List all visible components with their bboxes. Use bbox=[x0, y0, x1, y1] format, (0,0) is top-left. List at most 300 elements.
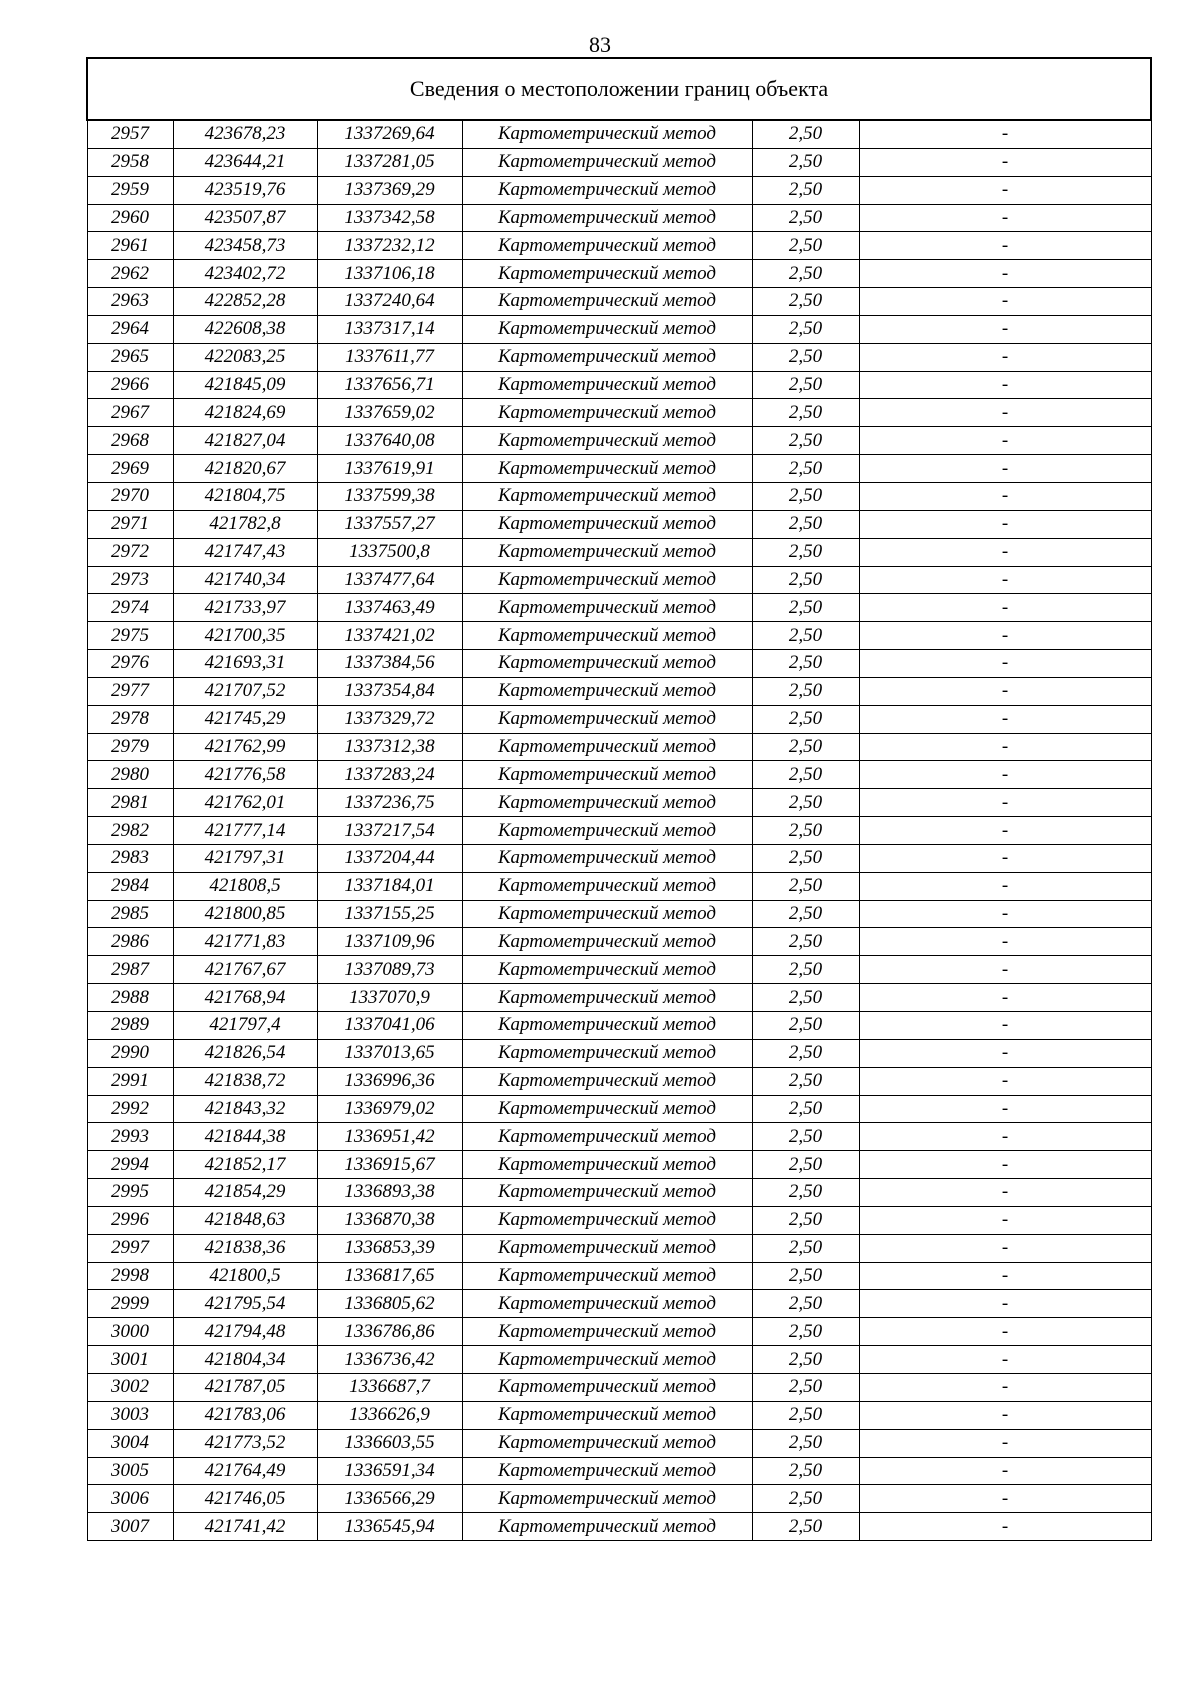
accuracy-cell: 2,50 bbox=[752, 1012, 859, 1040]
accuracy-cell: 2,50 bbox=[752, 1234, 859, 1262]
table-row bbox=[87, 371, 1151, 399]
table-row bbox=[87, 288, 1151, 316]
method-cell: Картометрический метод bbox=[462, 1262, 752, 1290]
y-coordinate-cell: 1337312,38 bbox=[317, 733, 462, 761]
point-number-cell: 2996 bbox=[87, 1206, 173, 1234]
point-number-cell: 2974 bbox=[87, 594, 173, 622]
accuracy-cell: 2,50 bbox=[752, 510, 859, 538]
point-number-cell: 2975 bbox=[87, 622, 173, 650]
description-cell: - bbox=[859, 844, 1151, 872]
table-row bbox=[87, 343, 1151, 371]
table-row bbox=[87, 705, 1151, 733]
table-row bbox=[87, 1290, 1151, 1318]
accuracy-cell: 2,50 bbox=[752, 900, 859, 928]
accuracy-cell: 2,50 bbox=[752, 1429, 859, 1457]
table-row bbox=[87, 1012, 1151, 1040]
accuracy-cell: 2,50 bbox=[752, 288, 859, 316]
point-number-cell: 2994 bbox=[87, 1151, 173, 1179]
method-cell: Картометрический метод bbox=[462, 900, 752, 928]
description-cell: - bbox=[859, 1513, 1151, 1541]
description-cell: - bbox=[859, 817, 1151, 845]
method-cell: Картометрический метод bbox=[462, 371, 752, 399]
accuracy-cell: 2,50 bbox=[752, 566, 859, 594]
description-cell: - bbox=[859, 1123, 1151, 1151]
table-row bbox=[87, 1318, 1151, 1346]
accuracy-cell: 2,50 bbox=[752, 844, 859, 872]
table-row bbox=[87, 1123, 1151, 1151]
x-coordinate-cell: 421800,85 bbox=[173, 900, 317, 928]
accuracy-cell: 2,50 bbox=[752, 538, 859, 566]
x-coordinate-cell: 421854,29 bbox=[173, 1179, 317, 1207]
x-coordinate-cell: 421700,35 bbox=[173, 622, 317, 650]
point-number-cell: 2984 bbox=[87, 872, 173, 900]
accuracy-cell: 2,50 bbox=[752, 1457, 859, 1485]
table-row bbox=[87, 315, 1151, 343]
point-number-cell: 2989 bbox=[87, 1012, 173, 1040]
table-row bbox=[87, 176, 1151, 204]
y-coordinate-cell: 1336591,34 bbox=[317, 1457, 462, 1485]
point-number-cell: 2960 bbox=[87, 204, 173, 232]
y-coordinate-cell: 1336736,42 bbox=[317, 1346, 462, 1374]
accuracy-cell: 2,50 bbox=[752, 1179, 859, 1207]
x-coordinate-cell: 422608,38 bbox=[173, 315, 317, 343]
point-number-cell: 2992 bbox=[87, 1095, 173, 1123]
description-cell: - bbox=[859, 622, 1151, 650]
accuracy-cell: 2,50 bbox=[752, 1206, 859, 1234]
x-coordinate-cell: 421845,09 bbox=[173, 371, 317, 399]
method-cell: Картометрический метод bbox=[462, 120, 752, 148]
table-row bbox=[87, 984, 1151, 1012]
description-cell: - bbox=[859, 510, 1151, 538]
y-coordinate-cell: 1337155,25 bbox=[317, 900, 462, 928]
x-coordinate-cell: 421762,99 bbox=[173, 733, 317, 761]
description-cell: - bbox=[859, 371, 1151, 399]
y-coordinate-cell: 1337184,01 bbox=[317, 872, 462, 900]
method-cell: Картометрический метод bbox=[462, 705, 752, 733]
point-number-cell: 2965 bbox=[87, 343, 173, 371]
point-number-cell: 2999 bbox=[87, 1290, 173, 1318]
point-number-cell: 2977 bbox=[87, 677, 173, 705]
x-coordinate-cell: 423402,72 bbox=[173, 260, 317, 288]
x-coordinate-cell: 421804,75 bbox=[173, 482, 317, 510]
method-cell: Картометрический метод bbox=[462, 260, 752, 288]
method-cell: Картометрический метод bbox=[462, 1373, 752, 1401]
x-coordinate-cell: 421797,4 bbox=[173, 1012, 317, 1040]
table-row bbox=[87, 1039, 1151, 1067]
y-coordinate-cell: 1337217,54 bbox=[317, 817, 462, 845]
accuracy-cell: 2,50 bbox=[752, 148, 859, 176]
description-cell: - bbox=[859, 1373, 1151, 1401]
accuracy-cell: 2,50 bbox=[752, 622, 859, 650]
accuracy-cell: 2,50 bbox=[752, 399, 859, 427]
y-coordinate-cell: 1337421,02 bbox=[317, 622, 462, 650]
x-coordinate-cell: 421782,8 bbox=[173, 510, 317, 538]
point-number-cell: 2983 bbox=[87, 844, 173, 872]
x-coordinate-cell: 421773,52 bbox=[173, 1429, 317, 1457]
accuracy-cell: 2,50 bbox=[752, 956, 859, 984]
y-coordinate-cell: 1337557,27 bbox=[317, 510, 462, 538]
accuracy-cell: 2,50 bbox=[752, 371, 859, 399]
y-coordinate-cell: 1337640,08 bbox=[317, 427, 462, 455]
y-coordinate-cell: 1337070,9 bbox=[317, 984, 462, 1012]
point-number-cell: 2993 bbox=[87, 1123, 173, 1151]
y-coordinate-cell: 1337611,77 bbox=[317, 343, 462, 371]
method-cell: Картометрический метод bbox=[462, 1401, 752, 1429]
point-number-cell: 2997 bbox=[87, 1234, 173, 1262]
method-cell: Картометрический метод bbox=[462, 482, 752, 510]
accuracy-cell: 2,50 bbox=[752, 343, 859, 371]
x-coordinate-cell: 421741,42 bbox=[173, 1513, 317, 1541]
description-cell: - bbox=[859, 1151, 1151, 1179]
y-coordinate-cell: 1336786,86 bbox=[317, 1318, 462, 1346]
y-coordinate-cell: 1337041,06 bbox=[317, 1012, 462, 1040]
table-row bbox=[87, 427, 1151, 455]
point-number-cell: 2988 bbox=[87, 984, 173, 1012]
point-number-cell: 2976 bbox=[87, 650, 173, 678]
y-coordinate-cell: 1336996,36 bbox=[317, 1067, 462, 1095]
x-coordinate-cell: 421795,54 bbox=[173, 1290, 317, 1318]
description-cell: - bbox=[859, 120, 1151, 148]
point-number-cell: 2968 bbox=[87, 427, 173, 455]
y-coordinate-cell: 1337106,18 bbox=[317, 260, 462, 288]
y-coordinate-cell: 1336915,67 bbox=[317, 1151, 462, 1179]
method-cell: Картометрический метод bbox=[462, 844, 752, 872]
x-coordinate-cell: 421820,67 bbox=[173, 455, 317, 483]
table-row bbox=[87, 872, 1151, 900]
x-coordinate-cell: 421848,63 bbox=[173, 1206, 317, 1234]
table-row bbox=[87, 566, 1151, 594]
y-coordinate-cell: 1336870,38 bbox=[317, 1206, 462, 1234]
table-row bbox=[87, 1485, 1151, 1513]
description-cell: - bbox=[859, 1290, 1151, 1318]
description-cell: - bbox=[859, 343, 1151, 371]
method-cell: Картометрический метод bbox=[462, 232, 752, 260]
x-coordinate-cell: 421808,5 bbox=[173, 872, 317, 900]
description-cell: - bbox=[859, 1457, 1151, 1485]
x-coordinate-cell: 421838,36 bbox=[173, 1234, 317, 1262]
y-coordinate-cell: 1336817,65 bbox=[317, 1262, 462, 1290]
accuracy-cell: 2,50 bbox=[752, 1373, 859, 1401]
point-number-cell: 2995 bbox=[87, 1179, 173, 1207]
accuracy-cell: 2,50 bbox=[752, 1401, 859, 1429]
point-number-cell: 2961 bbox=[87, 232, 173, 260]
point-number-cell: 2969 bbox=[87, 455, 173, 483]
table-row bbox=[87, 1151, 1151, 1179]
point-number-cell: 2966 bbox=[87, 371, 173, 399]
method-cell: Картометрический метод bbox=[462, 455, 752, 483]
point-number-cell: 2964 bbox=[87, 315, 173, 343]
table-row bbox=[87, 1206, 1151, 1234]
table-row bbox=[87, 844, 1151, 872]
accuracy-cell: 2,50 bbox=[752, 176, 859, 204]
accuracy-cell: 2,50 bbox=[752, 315, 859, 343]
table-row bbox=[87, 1457, 1151, 1485]
table-row bbox=[87, 956, 1151, 984]
accuracy-cell: 2,50 bbox=[752, 260, 859, 288]
method-cell: Картометрический метод bbox=[462, 510, 752, 538]
x-coordinate-cell: 421843,32 bbox=[173, 1095, 317, 1123]
table-row bbox=[87, 260, 1151, 288]
x-coordinate-cell: 421852,17 bbox=[173, 1151, 317, 1179]
y-coordinate-cell: 1337500,8 bbox=[317, 538, 462, 566]
point-number-cell: 2979 bbox=[87, 733, 173, 761]
description-cell: - bbox=[859, 1234, 1151, 1262]
method-cell: Картометрический метод bbox=[462, 1513, 752, 1541]
method-cell: Картометрический метод bbox=[462, 427, 752, 455]
point-number-cell: 3007 bbox=[87, 1513, 173, 1541]
y-coordinate-cell: 1337477,64 bbox=[317, 566, 462, 594]
description-cell: - bbox=[859, 594, 1151, 622]
description-cell: - bbox=[859, 1346, 1151, 1374]
description-cell: - bbox=[859, 566, 1151, 594]
method-cell: Картометрический метод bbox=[462, 650, 752, 678]
x-coordinate-cell: 421745,29 bbox=[173, 705, 317, 733]
point-number-cell: 2991 bbox=[87, 1067, 173, 1095]
method-cell: Картометрический метод bbox=[462, 1151, 752, 1179]
table-row bbox=[87, 455, 1151, 483]
accuracy-cell: 2,50 bbox=[752, 984, 859, 1012]
x-coordinate-cell: 421693,31 bbox=[173, 650, 317, 678]
point-number-cell: 2982 bbox=[87, 817, 173, 845]
method-cell: Картометрический метод bbox=[462, 1012, 752, 1040]
method-cell: Картометрический метод bbox=[462, 1346, 752, 1374]
y-coordinate-cell: 1337236,75 bbox=[317, 789, 462, 817]
table-row bbox=[87, 900, 1151, 928]
table-row bbox=[87, 1513, 1151, 1541]
table-row bbox=[87, 120, 1151, 148]
accuracy-cell: 2,50 bbox=[752, 817, 859, 845]
table-row bbox=[87, 232, 1151, 260]
x-coordinate-cell: 421764,49 bbox=[173, 1457, 317, 1485]
point-number-cell: 2962 bbox=[87, 260, 173, 288]
accuracy-cell: 2,50 bbox=[752, 1067, 859, 1095]
accuracy-cell: 2,50 bbox=[752, 594, 859, 622]
description-cell: - bbox=[859, 1429, 1151, 1457]
method-cell: Картометрический метод bbox=[462, 288, 752, 316]
y-coordinate-cell: 1337599,38 bbox=[317, 482, 462, 510]
description-cell: - bbox=[859, 148, 1151, 176]
x-coordinate-cell: 421826,54 bbox=[173, 1039, 317, 1067]
description-cell: - bbox=[859, 928, 1151, 956]
point-number-cell: 2998 bbox=[87, 1262, 173, 1290]
x-coordinate-cell: 421838,72 bbox=[173, 1067, 317, 1095]
description-cell: - bbox=[859, 900, 1151, 928]
description-cell: - bbox=[859, 399, 1151, 427]
accuracy-cell: 2,50 bbox=[752, 733, 859, 761]
table-row bbox=[87, 677, 1151, 705]
point-number-cell: 3000 bbox=[87, 1318, 173, 1346]
y-coordinate-cell: 1336545,94 bbox=[317, 1513, 462, 1541]
method-cell: Картометрический метод bbox=[462, 622, 752, 650]
method-cell: Картометрический метод bbox=[462, 928, 752, 956]
y-coordinate-cell: 1337354,84 bbox=[317, 677, 462, 705]
y-coordinate-cell: 1337317,14 bbox=[317, 315, 462, 343]
point-number-cell: 3005 bbox=[87, 1457, 173, 1485]
x-coordinate-cell: 422083,25 bbox=[173, 343, 317, 371]
method-cell: Картометрический метод bbox=[462, 594, 752, 622]
y-coordinate-cell: 1337232,12 bbox=[317, 232, 462, 260]
accuracy-cell: 2,50 bbox=[752, 1290, 859, 1318]
table-row bbox=[87, 594, 1151, 622]
table-row bbox=[87, 204, 1151, 232]
y-coordinate-cell: 1336853,39 bbox=[317, 1234, 462, 1262]
description-cell: - bbox=[859, 705, 1151, 733]
y-coordinate-cell: 1337342,58 bbox=[317, 204, 462, 232]
x-coordinate-cell: 421767,67 bbox=[173, 956, 317, 984]
x-coordinate-cell: 423519,76 bbox=[173, 176, 317, 204]
description-cell: - bbox=[859, 733, 1151, 761]
description-cell: - bbox=[859, 176, 1151, 204]
method-cell: Картометрический метод bbox=[462, 956, 752, 984]
table-row bbox=[87, 1234, 1151, 1262]
table-body bbox=[87, 120, 1151, 1541]
description-cell: - bbox=[859, 232, 1151, 260]
x-coordinate-cell: 421747,43 bbox=[173, 538, 317, 566]
point-number-cell: 2990 bbox=[87, 1039, 173, 1067]
x-coordinate-cell: 421733,97 bbox=[173, 594, 317, 622]
point-number-cell: 2972 bbox=[87, 538, 173, 566]
method-cell: Картометрический метод bbox=[462, 1179, 752, 1207]
accuracy-cell: 2,50 bbox=[752, 928, 859, 956]
method-cell: Картометрический метод bbox=[462, 1039, 752, 1067]
table-row bbox=[87, 510, 1151, 538]
point-number-cell: 2978 bbox=[87, 705, 173, 733]
accuracy-cell: 2,50 bbox=[752, 427, 859, 455]
point-number-cell: 2986 bbox=[87, 928, 173, 956]
description-cell: - bbox=[859, 1039, 1151, 1067]
x-coordinate-cell: 421746,05 bbox=[173, 1485, 317, 1513]
x-coordinate-cell: 423458,73 bbox=[173, 232, 317, 260]
method-cell: Картометрический метод bbox=[462, 872, 752, 900]
point-number-cell: 2958 bbox=[87, 148, 173, 176]
y-coordinate-cell: 1337463,49 bbox=[317, 594, 462, 622]
y-coordinate-cell: 1336687,7 bbox=[317, 1373, 462, 1401]
method-cell: Картометрический метод bbox=[462, 1234, 752, 1262]
x-coordinate-cell: 421800,5 bbox=[173, 1262, 317, 1290]
point-number-cell: 2980 bbox=[87, 761, 173, 789]
method-cell: Картометрический метод bbox=[462, 789, 752, 817]
point-number-cell: 2967 bbox=[87, 399, 173, 427]
x-coordinate-cell: 421783,06 bbox=[173, 1401, 317, 1429]
y-coordinate-cell: 1336979,02 bbox=[317, 1095, 462, 1123]
method-cell: Картометрический метод bbox=[462, 176, 752, 204]
description-cell: - bbox=[859, 1485, 1151, 1513]
y-coordinate-cell: 1337269,64 bbox=[317, 120, 462, 148]
accuracy-cell: 2,50 bbox=[752, 482, 859, 510]
table-row bbox=[87, 148, 1151, 176]
description-cell: - bbox=[859, 789, 1151, 817]
table-row bbox=[87, 1373, 1151, 1401]
accuracy-cell: 2,50 bbox=[752, 1123, 859, 1151]
table-title: Сведения о местоположении границ объекта bbox=[87, 58, 1151, 120]
x-coordinate-cell: 421787,05 bbox=[173, 1373, 317, 1401]
point-number-cell: 2985 bbox=[87, 900, 173, 928]
accuracy-cell: 2,50 bbox=[752, 872, 859, 900]
method-cell: Картометрический метод bbox=[462, 1067, 752, 1095]
point-number-cell: 2987 bbox=[87, 956, 173, 984]
point-number-cell: 2971 bbox=[87, 510, 173, 538]
method-cell: Картометрический метод bbox=[462, 1318, 752, 1346]
table-row bbox=[87, 789, 1151, 817]
description-cell: - bbox=[859, 1012, 1151, 1040]
accuracy-cell: 2,50 bbox=[752, 1485, 859, 1513]
description-cell: - bbox=[859, 427, 1151, 455]
method-cell: Картометрический метод bbox=[462, 1429, 752, 1457]
table-row bbox=[87, 1401, 1151, 1429]
method-cell: Картометрический метод bbox=[462, 984, 752, 1012]
description-cell: - bbox=[859, 1179, 1151, 1207]
x-coordinate-cell: 421762,01 bbox=[173, 789, 317, 817]
method-cell: Картометрический метод bbox=[462, 1457, 752, 1485]
description-cell: - bbox=[859, 1401, 1151, 1429]
point-number-cell: 3002 bbox=[87, 1373, 173, 1401]
accuracy-cell: 2,50 bbox=[752, 705, 859, 733]
accuracy-cell: 2,50 bbox=[752, 1039, 859, 1067]
accuracy-cell: 2,50 bbox=[752, 650, 859, 678]
x-coordinate-cell: 421794,48 bbox=[173, 1318, 317, 1346]
table-row bbox=[87, 1179, 1151, 1207]
table-row bbox=[87, 1262, 1151, 1290]
table-row bbox=[87, 622, 1151, 650]
y-coordinate-cell: 1337619,91 bbox=[317, 455, 462, 483]
y-coordinate-cell: 1337329,72 bbox=[317, 705, 462, 733]
method-cell: Картометрический метод bbox=[462, 538, 752, 566]
table-row bbox=[87, 928, 1151, 956]
table-row bbox=[87, 482, 1151, 510]
x-coordinate-cell: 421768,94 bbox=[173, 984, 317, 1012]
accuracy-cell: 2,50 bbox=[752, 204, 859, 232]
y-coordinate-cell: 1337089,73 bbox=[317, 956, 462, 984]
accuracy-cell: 2,50 bbox=[752, 1318, 859, 1346]
description-cell: - bbox=[859, 1067, 1151, 1095]
x-coordinate-cell: 421797,31 bbox=[173, 844, 317, 872]
description-cell: - bbox=[859, 482, 1151, 510]
accuracy-cell: 2,50 bbox=[752, 1346, 859, 1374]
point-number-cell: 2963 bbox=[87, 288, 173, 316]
table-row bbox=[87, 650, 1151, 678]
table-row bbox=[87, 538, 1151, 566]
description-cell: - bbox=[859, 1206, 1151, 1234]
accuracy-cell: 2,50 bbox=[752, 232, 859, 260]
method-cell: Картометрический метод bbox=[462, 677, 752, 705]
point-number-cell: 3006 bbox=[87, 1485, 173, 1513]
x-coordinate-cell: 422852,28 bbox=[173, 288, 317, 316]
method-cell: Картометрический метод bbox=[462, 733, 752, 761]
table-row bbox=[87, 1067, 1151, 1095]
y-coordinate-cell: 1337109,96 bbox=[317, 928, 462, 956]
x-coordinate-cell: 421777,14 bbox=[173, 817, 317, 845]
y-coordinate-cell: 1337281,05 bbox=[317, 148, 462, 176]
point-number-cell: 2973 bbox=[87, 566, 173, 594]
description-cell: - bbox=[859, 1262, 1151, 1290]
method-cell: Картометрический метод bbox=[462, 1095, 752, 1123]
y-coordinate-cell: 1336566,29 bbox=[317, 1485, 462, 1513]
y-coordinate-cell: 1337204,44 bbox=[317, 844, 462, 872]
point-number-cell: 2981 bbox=[87, 789, 173, 817]
table-row bbox=[87, 1095, 1151, 1123]
x-coordinate-cell: 421771,83 bbox=[173, 928, 317, 956]
method-cell: Картометрический метод bbox=[462, 817, 752, 845]
accuracy-cell: 2,50 bbox=[752, 1095, 859, 1123]
description-cell: - bbox=[859, 761, 1151, 789]
table-row bbox=[87, 1346, 1151, 1374]
method-cell: Картометрический метод bbox=[462, 1485, 752, 1513]
method-cell: Картометрический метод bbox=[462, 343, 752, 371]
y-coordinate-cell: 1336603,55 bbox=[317, 1429, 462, 1457]
page-number: 83 bbox=[589, 32, 611, 57]
description-cell: - bbox=[859, 455, 1151, 483]
description-cell: - bbox=[859, 650, 1151, 678]
